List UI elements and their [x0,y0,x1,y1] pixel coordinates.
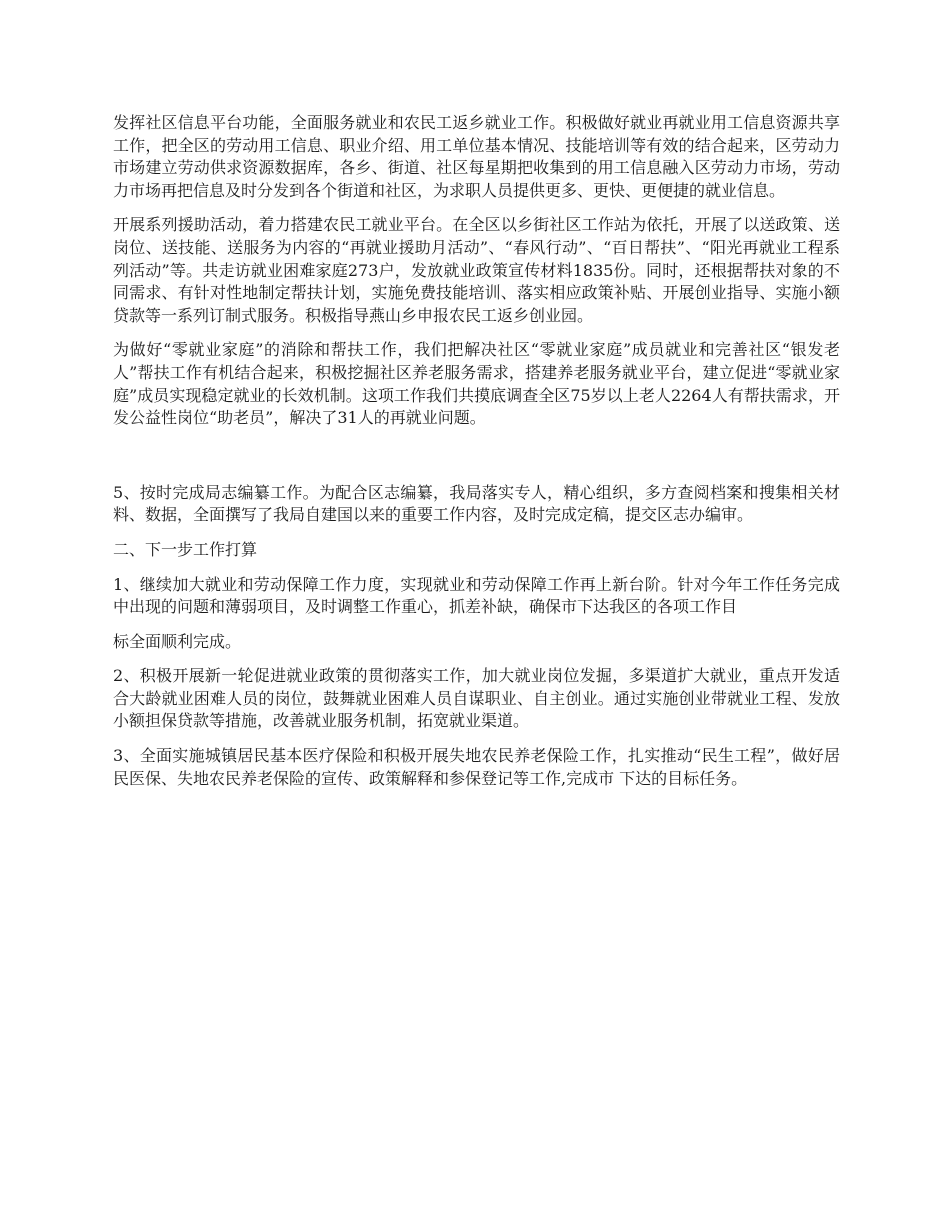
paragraph-info-platform: 发挥社区信息平台功能，全面服务就业和农民工返乡就业工作。积极做好就业再就业用工信息资源共享工作，把全区的劳动用工信息、职业介绍、用工单位基本情况、技能培训等有效的结合起来，区劳动力市场建立劳动供求资源数据库，各乡、街道、社区每星期把收集到的用工信息融入区劳动力市场，劳动力市场再把信息及时分发到各个街道和社区，为求职人员提供更多、更快、更便捷的就业信息。 [113,113,840,200]
paragraph-assistance-activities: 开展系列援助活动，着力搭建农民工就业平台。在全区以乡街社区工作站为依托，开展了以送政策、送岗位、送技能、送服务为内容的“再就业援助月活动”、“春风行动”、“百日帮扶”、“阳光再就业工程系列活动”等。共走访就业困难家庭273户，发放就业政策宣传材料1835份。同时，还根据帮扶对象的不同需求、有针对性地制定帮扶计划，实施免费技能培训、落实相应政策补贴、开展创业指导、实施小额贷款等一系列订制式服务。积极指导燕山乡申报农民工返乡创业园。 [113,215,840,325]
paragraph-plan-item-1-continued: 标全面顺利完成。 [113,631,242,651]
paragraph-local-chronicle: 5、按时完成局志编纂工作。为配合区志编纂，我局落实专人，精心组织，多方查阅档案和搜集相关材料、数据，全面撰写了我局自建国以来的重要工作内容，及时完成定稿，提交区志办编审。 [113,482,840,525]
section-gap [113,442,840,482]
paragraph-zero-employment-families: 为做好“零就业家庭”的消除和帮扶工作，我们把解决社区“零就业家庭”成员就业和完善社区“银发老人”帮扶工作有机结合起来，积极挖掘社区养老服务需求，搭建养老服务就业平台，建立促进“零就业家庭”成员实现稳定就业的长效机制。这项工作我们共摸底调查全区75岁以上老人2264人有帮扶需求，开发公益性岗位“助老员”，解决了31人的再就业问题。 [113,340,840,428]
section-heading-next-steps: 二、下一步工作打算 [113,539,258,559]
paragraph-plan-item-3: 3、全面实施城镇居民基本医疗保险和积极开展失地农民养老保险工作，扎实推动“民生工程”，做好居民医保、失地农民养老保险的宣传、政策解释和参保登记等工作,完成市 下达的目标任务。 [113,746,840,788]
paragraph-plan-item-2: 2、积极开展新一轮促进就业政策的贯彻落实工作，加大就业岗位发掘，多渠道扩大就业，重点开发适合大龄就业困难人员的岗位，鼓舞就业困难人员自谋职业、自主创业。通过实施创业带就业工程、发放小额担保贷款等措施，改善就业服务机制，拓宽就业渠道。 [113,666,840,731]
paragraph-plan-item-1: 1、继续加大就业和劳动保障工作力度，实现就业和劳动保障工作再上新台阶。针对今年工作任务完成中出现的问题和薄弱项目，及时调整工作重心，抓差补缺，确保市下达我区的各项工作目 [113,574,840,617]
document-page [113,112,840,802]
